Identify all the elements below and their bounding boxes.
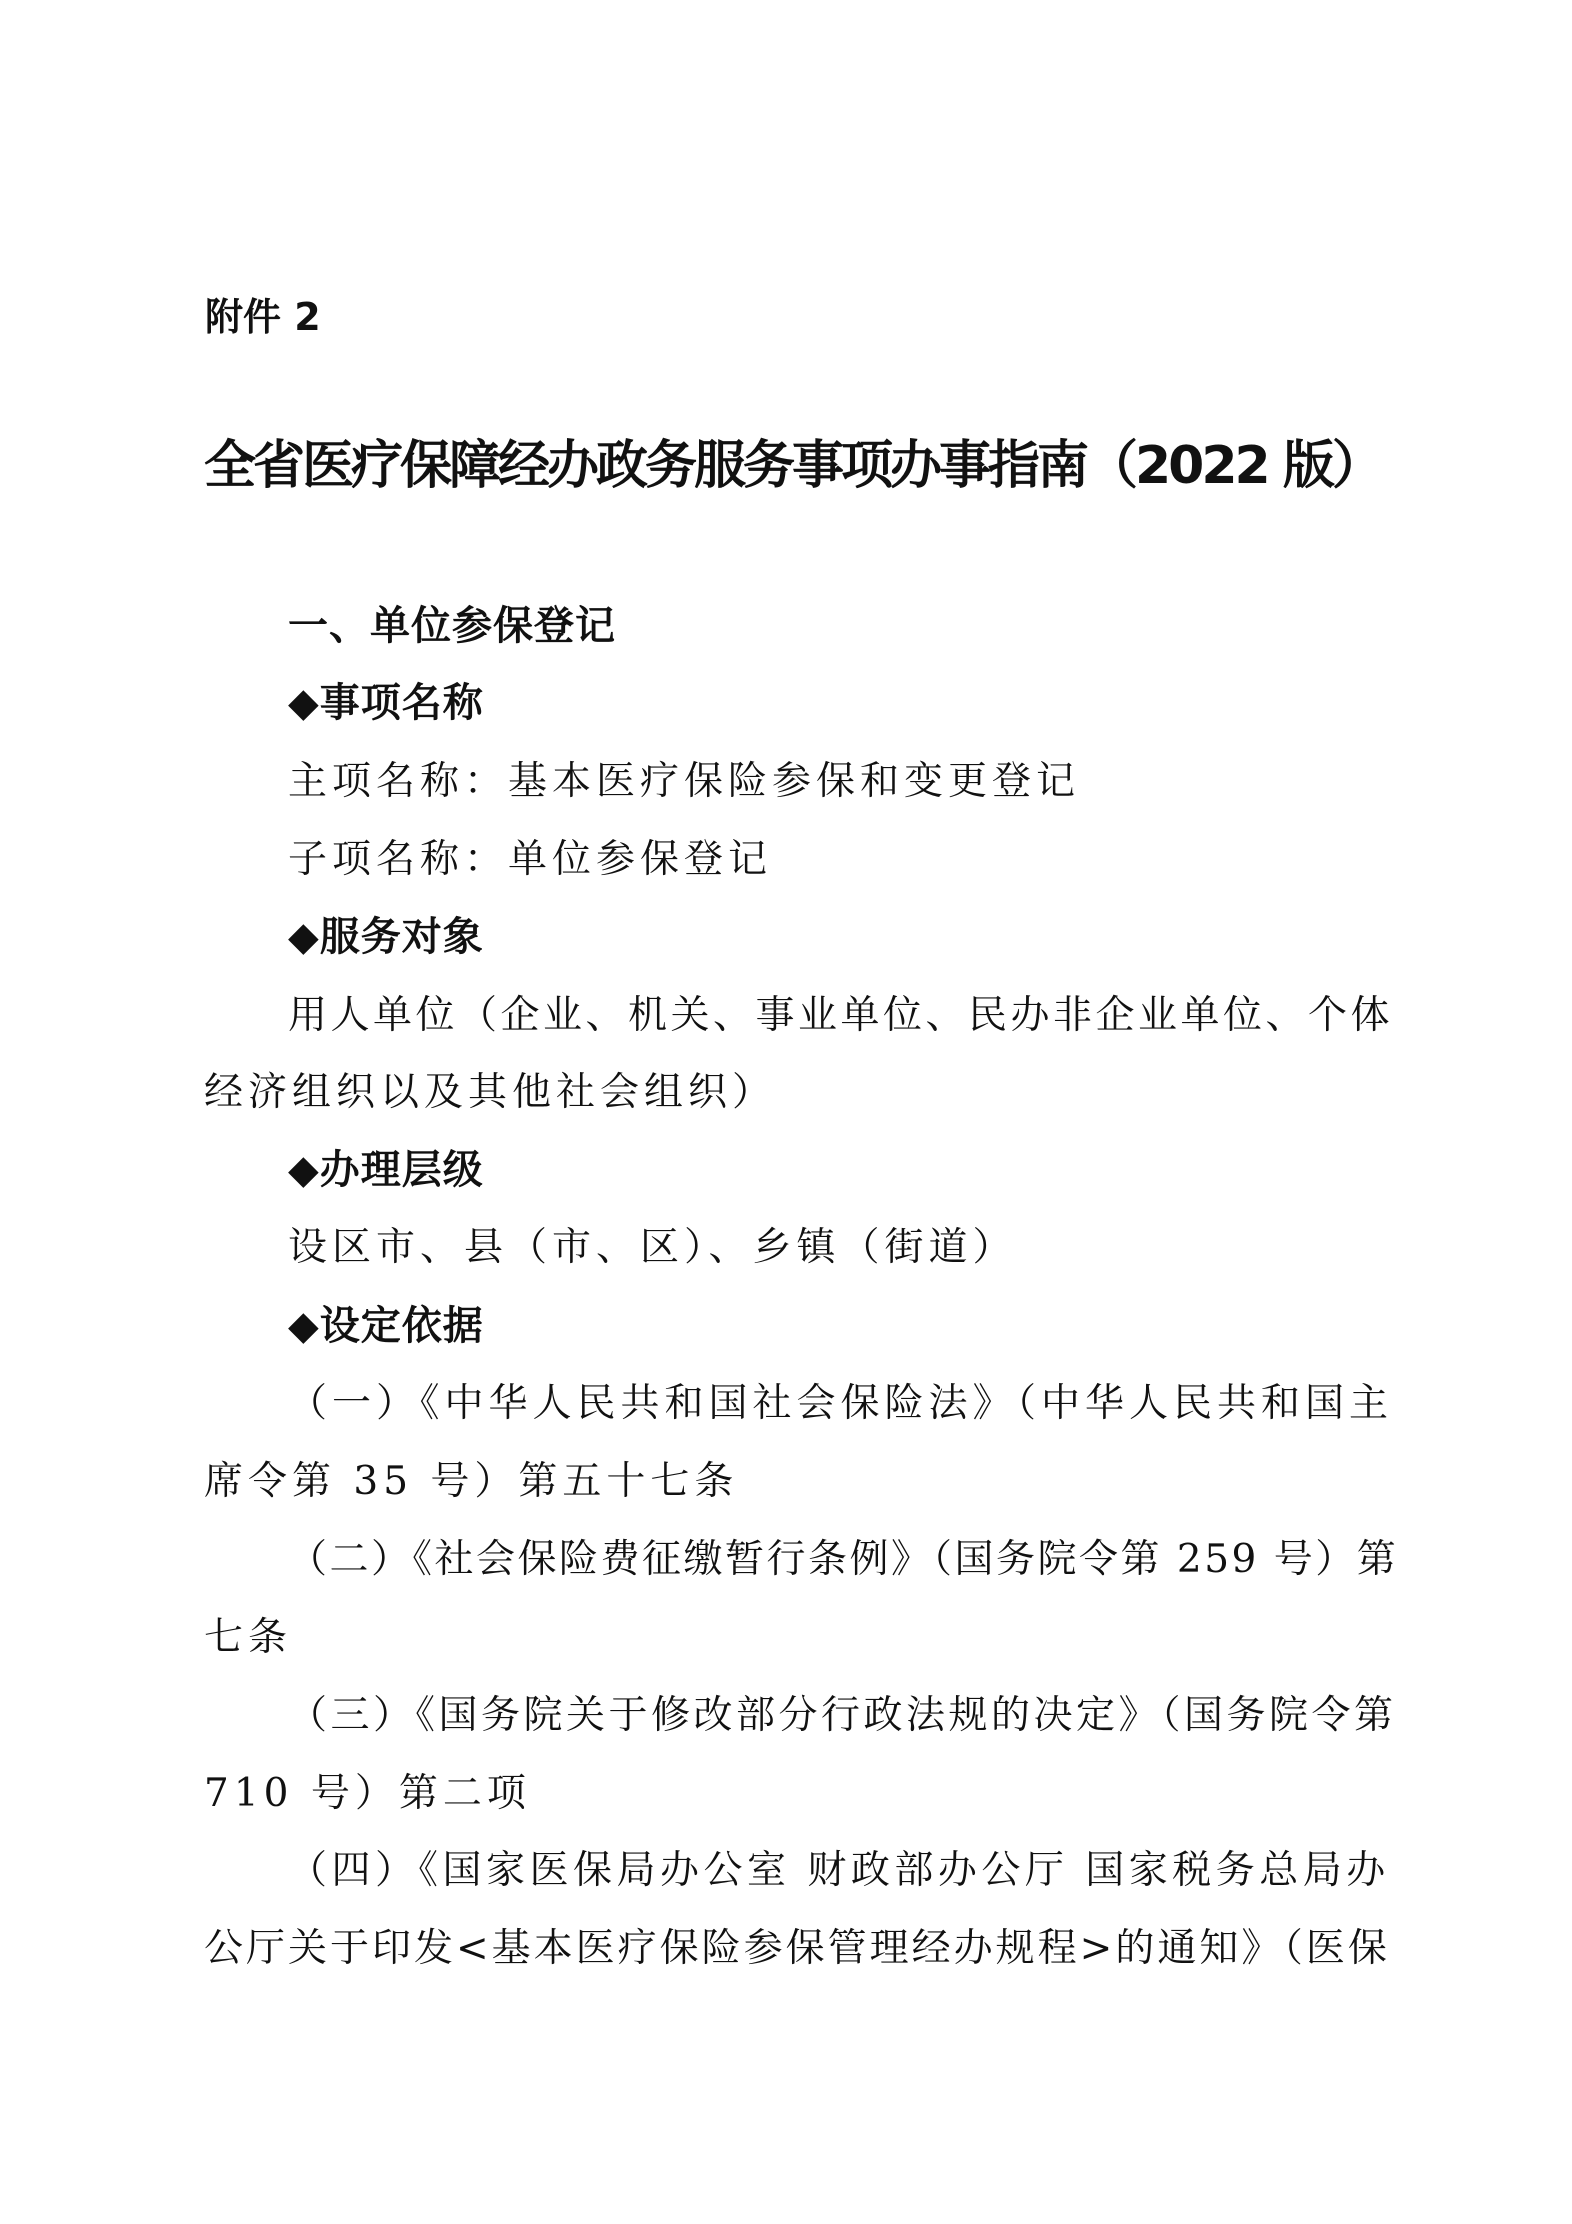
legal-basis-3-line-1: （三）《国务院关于修改部分行政法规的决定》（国务院令第 [288, 1693, 1397, 1738]
legal-basis-2-line-1: （二）《社会保险费征缴暂行条例》（国务院令第 259 号）第 [288, 1537, 1399, 1582]
main-item-name: 主项名称：基本医疗保险参保和变更登记 [288, 759, 1081, 804]
sub-item-name: 子项名称：单位参保登记 [288, 837, 773, 882]
handling-level-text: 设区市、县（市、区）、乡镇（街道） [288, 1225, 1017, 1270]
handling-level-heading: ◆办理层级 [288, 1147, 484, 1193]
legal-basis-1-line-1: （一）《中华人民共和国社会保险法》（中华人民共和国主 [288, 1381, 1394, 1426]
service-object-line-2: 经济组织以及其他社会组织） [204, 1070, 777, 1115]
legal-basis-4-line-2: 公厅关于印发<基本医疗保险参保管理经办规程>的通知》（医保 [204, 1926, 1390, 1971]
item-name-heading: ◆事项名称 [288, 680, 484, 726]
legal-basis-2-line-2: 七条 [204, 1615, 293, 1660]
service-object-heading: ◆服务对象 [288, 914, 484, 960]
legal-basis-3-line-2: 710 号）第二项 [204, 1771, 531, 1816]
service-object-line-1: 用人单位（企业、机关、事业单位、民办非企业单位、个体 [288, 993, 1394, 1038]
legal-basis-1-line-2: 席令第 35 号）第五十七条 [204, 1459, 739, 1504]
legal-basis-heading: ◆设定依据 [288, 1303, 484, 1349]
attachment-label: 附件 2 [205, 295, 321, 339]
document-title: 全省医疗保障经办政务服务事项办事指南（2022 版） [204, 436, 1381, 496]
legal-basis-4-line-1: （四）《国家医保局办公室 财政部办公厅 国家税务总局办 [288, 1848, 1390, 1893]
section-heading: 一、单位参保登记 [288, 603, 616, 649]
